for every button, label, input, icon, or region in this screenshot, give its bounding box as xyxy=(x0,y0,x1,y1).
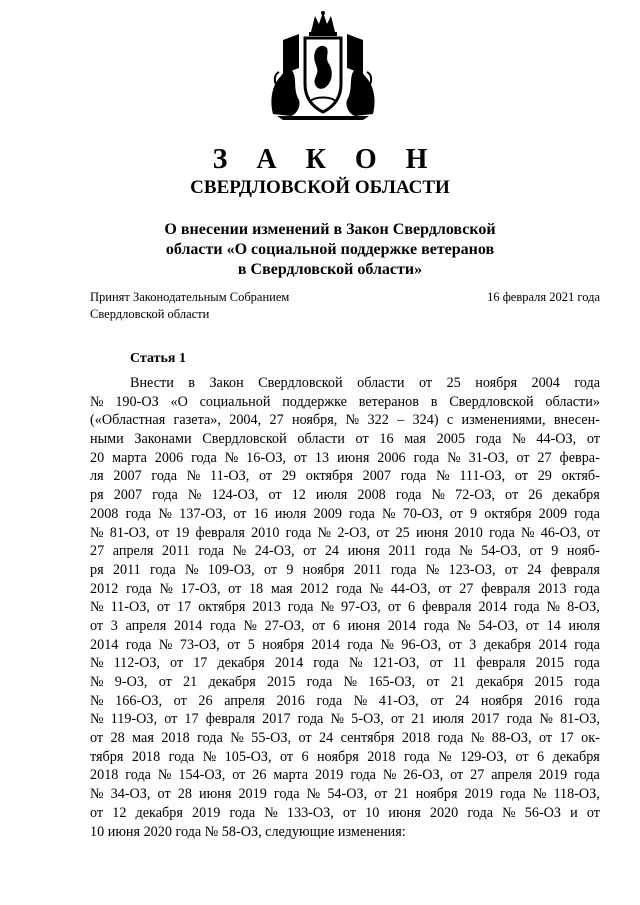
adoption-date: 16 февраля 2021 года xyxy=(487,290,600,304)
law-title xyxy=(100,220,560,280)
article-line: № 34-ОЗ, от 28 июня 2019 года № 54-ОЗ, от 21 ноября 2019 года № 118-ОЗ, xyxy=(90,786,600,803)
article-line: 2014 года № 73-ОЗ, от 5 ноября 2014 года № 96-ОЗ, от 3 декабря 2014 года xyxy=(90,636,600,653)
article-line: № 112-ОЗ, от 17 декабря 2014 года № 121-ОЗ, от 11 февраля 2015 года xyxy=(90,655,600,672)
article-line: Внести в Закон Свердловской области от 25 ноября 2004 года xyxy=(130,375,600,391)
article-line: («Областная газета», 2004, 27 ноября, № 322 – 324) с изменениями, внесен- xyxy=(90,412,600,429)
law-title-line: области «О социальной поддержке ветеранов xyxy=(165,241,495,258)
article-line: 2008 года № 137-ОЗ, от 16 июля 2009 года № 70-ОЗ, от 9 октября 2009 года xyxy=(90,505,600,522)
article-line: 20 марта 2006 года № 16-ОЗ, от 13 июня 2006 года № 31-ОЗ, от 27 февра- xyxy=(90,449,600,466)
law-title-line: в Свердловской области» xyxy=(237,261,423,278)
article-line: № 81-ОЗ, от 19 февраля 2010 года № 2-ОЗ, от 25 июня 2010 года № 46-ОЗ, от xyxy=(90,524,600,541)
article-line: тября 2018 года № 105-ОЗ, от 6 ноября 2018 года № 129-ОЗ, от 6 декабря xyxy=(90,748,600,765)
law-title-line: О внесении изменений в Закон Свердловской xyxy=(164,221,496,238)
article-line: от 12 декабря 2019 года № 133-ОЗ, от 10 июня 2020 года № 56-ОЗ и от xyxy=(90,804,600,821)
article-line: № 9-ОЗ, от 21 декабря 2015 года № 165-ОЗ, от 21 декабря 2015 года xyxy=(90,674,600,690)
article-line: № 166-ОЗ, от 26 апреля 2016 года № 41-ОЗ, от 24 ноября 2016 года xyxy=(90,692,600,709)
adoption-body-line: Свердловской области xyxy=(90,307,210,321)
article-line: № 119-ОЗ, от 17 февраля 2017 года № 5-ОЗ, от 21 июля 2017 года № 81-ОЗ, xyxy=(90,711,600,728)
adoption-body xyxy=(90,289,289,323)
adoption-body-line: Принят Законодательным Собранием xyxy=(90,290,290,304)
article-line: № 11-ОЗ, от 17 октября 2013 года № 97-ОЗ, от 6 февраля 2014 года № 8-ОЗ, xyxy=(90,599,600,616)
article-line: от 3 апреля 2014 года № 27-ОЗ, от 6 июня 2014 года № 54-ОЗ, от 14 июля xyxy=(90,617,600,634)
article-line: 27 апреля 2011 года № 24-ОЗ, от 24 июня 2011 года № 54-ОЗ, от 9 нояб- xyxy=(90,543,600,560)
document-region: СВЕРДЛОВСКОЙ ОБЛАСТИ xyxy=(190,177,450,198)
article-line: ля 2007 года № 11-ОЗ, от 29 октября 2007 года № 111-ОЗ, от 29 октяб- xyxy=(90,468,600,485)
article-heading: Статья 1 xyxy=(130,351,186,366)
article-line: 10 июня 2020 года № 58-ОЗ, следующие изменения: xyxy=(90,823,406,840)
article-line: ными Законами Свердловской области от 16 мая 2005 года № 44-ОЗ, от xyxy=(90,431,600,448)
article-line: ря 2011 года № 109-ОЗ, от 9 ноября 2011 года № 123-ОЗ, от 24 февраля xyxy=(90,561,600,578)
article-line: ря 2007 года № 124-ОЗ, от 12 июля 2008 года № 72-ОЗ, от 26 декабря xyxy=(90,487,600,504)
article-text xyxy=(90,374,600,841)
article-line: 2012 года № 17-ОЗ, от 18 мая 2012 года № 44-ОЗ, от 27 февраля 2013 года xyxy=(90,580,600,597)
article-line: № 190-ОЗ «О социальной поддержке ветеранов в Свердловской области» xyxy=(90,393,600,410)
coat-of-arms-icon xyxy=(263,10,383,122)
document-title: З А К О Н xyxy=(212,144,439,175)
article-line: 2018 года № 154-ОЗ, от 26 марта 2019 года № 26-ОЗ, от 27 апреля 2019 года xyxy=(90,767,600,784)
article-line: от 28 мая 2018 года № 55-ОЗ, от 24 сентября 2018 года № 88-ОЗ, от 17 ок- xyxy=(90,730,600,747)
